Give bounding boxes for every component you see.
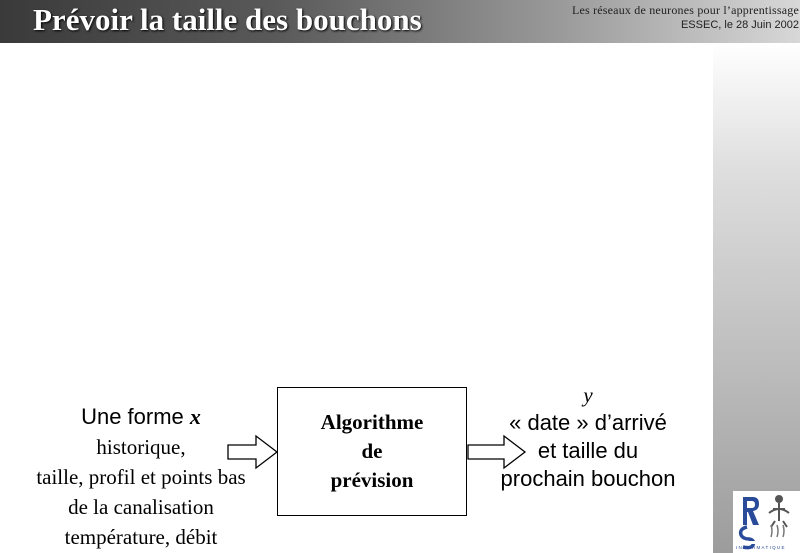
input-line-profile: taille, profil et points bas — [36, 465, 246, 489]
input-description — [0, 402, 282, 552]
svg-text:INFORMATIQUE: INFORMATIQUE — [736, 545, 786, 550]
output-description — [478, 381, 698, 493]
presentation-subtitle: Les réseaux de neurones pour l’apprentissage — [571, 3, 799, 17]
algorithm-box — [277, 387, 467, 516]
institution-logo-icon — [733, 491, 800, 553]
presentation-date: ESSEC, le 28 Juin 2002 — [680, 19, 799, 31]
algorithm-line-3: prévision — [330, 468, 414, 492]
input-title — [0, 402, 282, 432]
algorithm-line-2: de — [361, 439, 383, 463]
title-bar — [0, 0, 800, 43]
input-arrow — [226, 434, 280, 470]
output-line-size: et taille du — [537, 438, 639, 463]
output-line-date: « date » d’arrivé — [509, 410, 667, 435]
input-line-history: historique, — [96, 435, 186, 459]
input-title-label: Une forme — [81, 404, 190, 429]
side-gradient-bar — [713, 43, 800, 553]
output-line-next-plug: prochain bouchon — [500, 466, 676, 491]
slide-title: Prévoir la taille des bouchons — [33, 2, 422, 37]
input-variable: x — [189, 404, 201, 429]
input-line-temperature: température, débit — [64, 525, 218, 549]
algorithm-line-1: Algorithme — [320, 410, 424, 434]
output-variable: y — [583, 383, 593, 407]
input-line-pipeline: de la canalisation — [68, 495, 214, 519]
